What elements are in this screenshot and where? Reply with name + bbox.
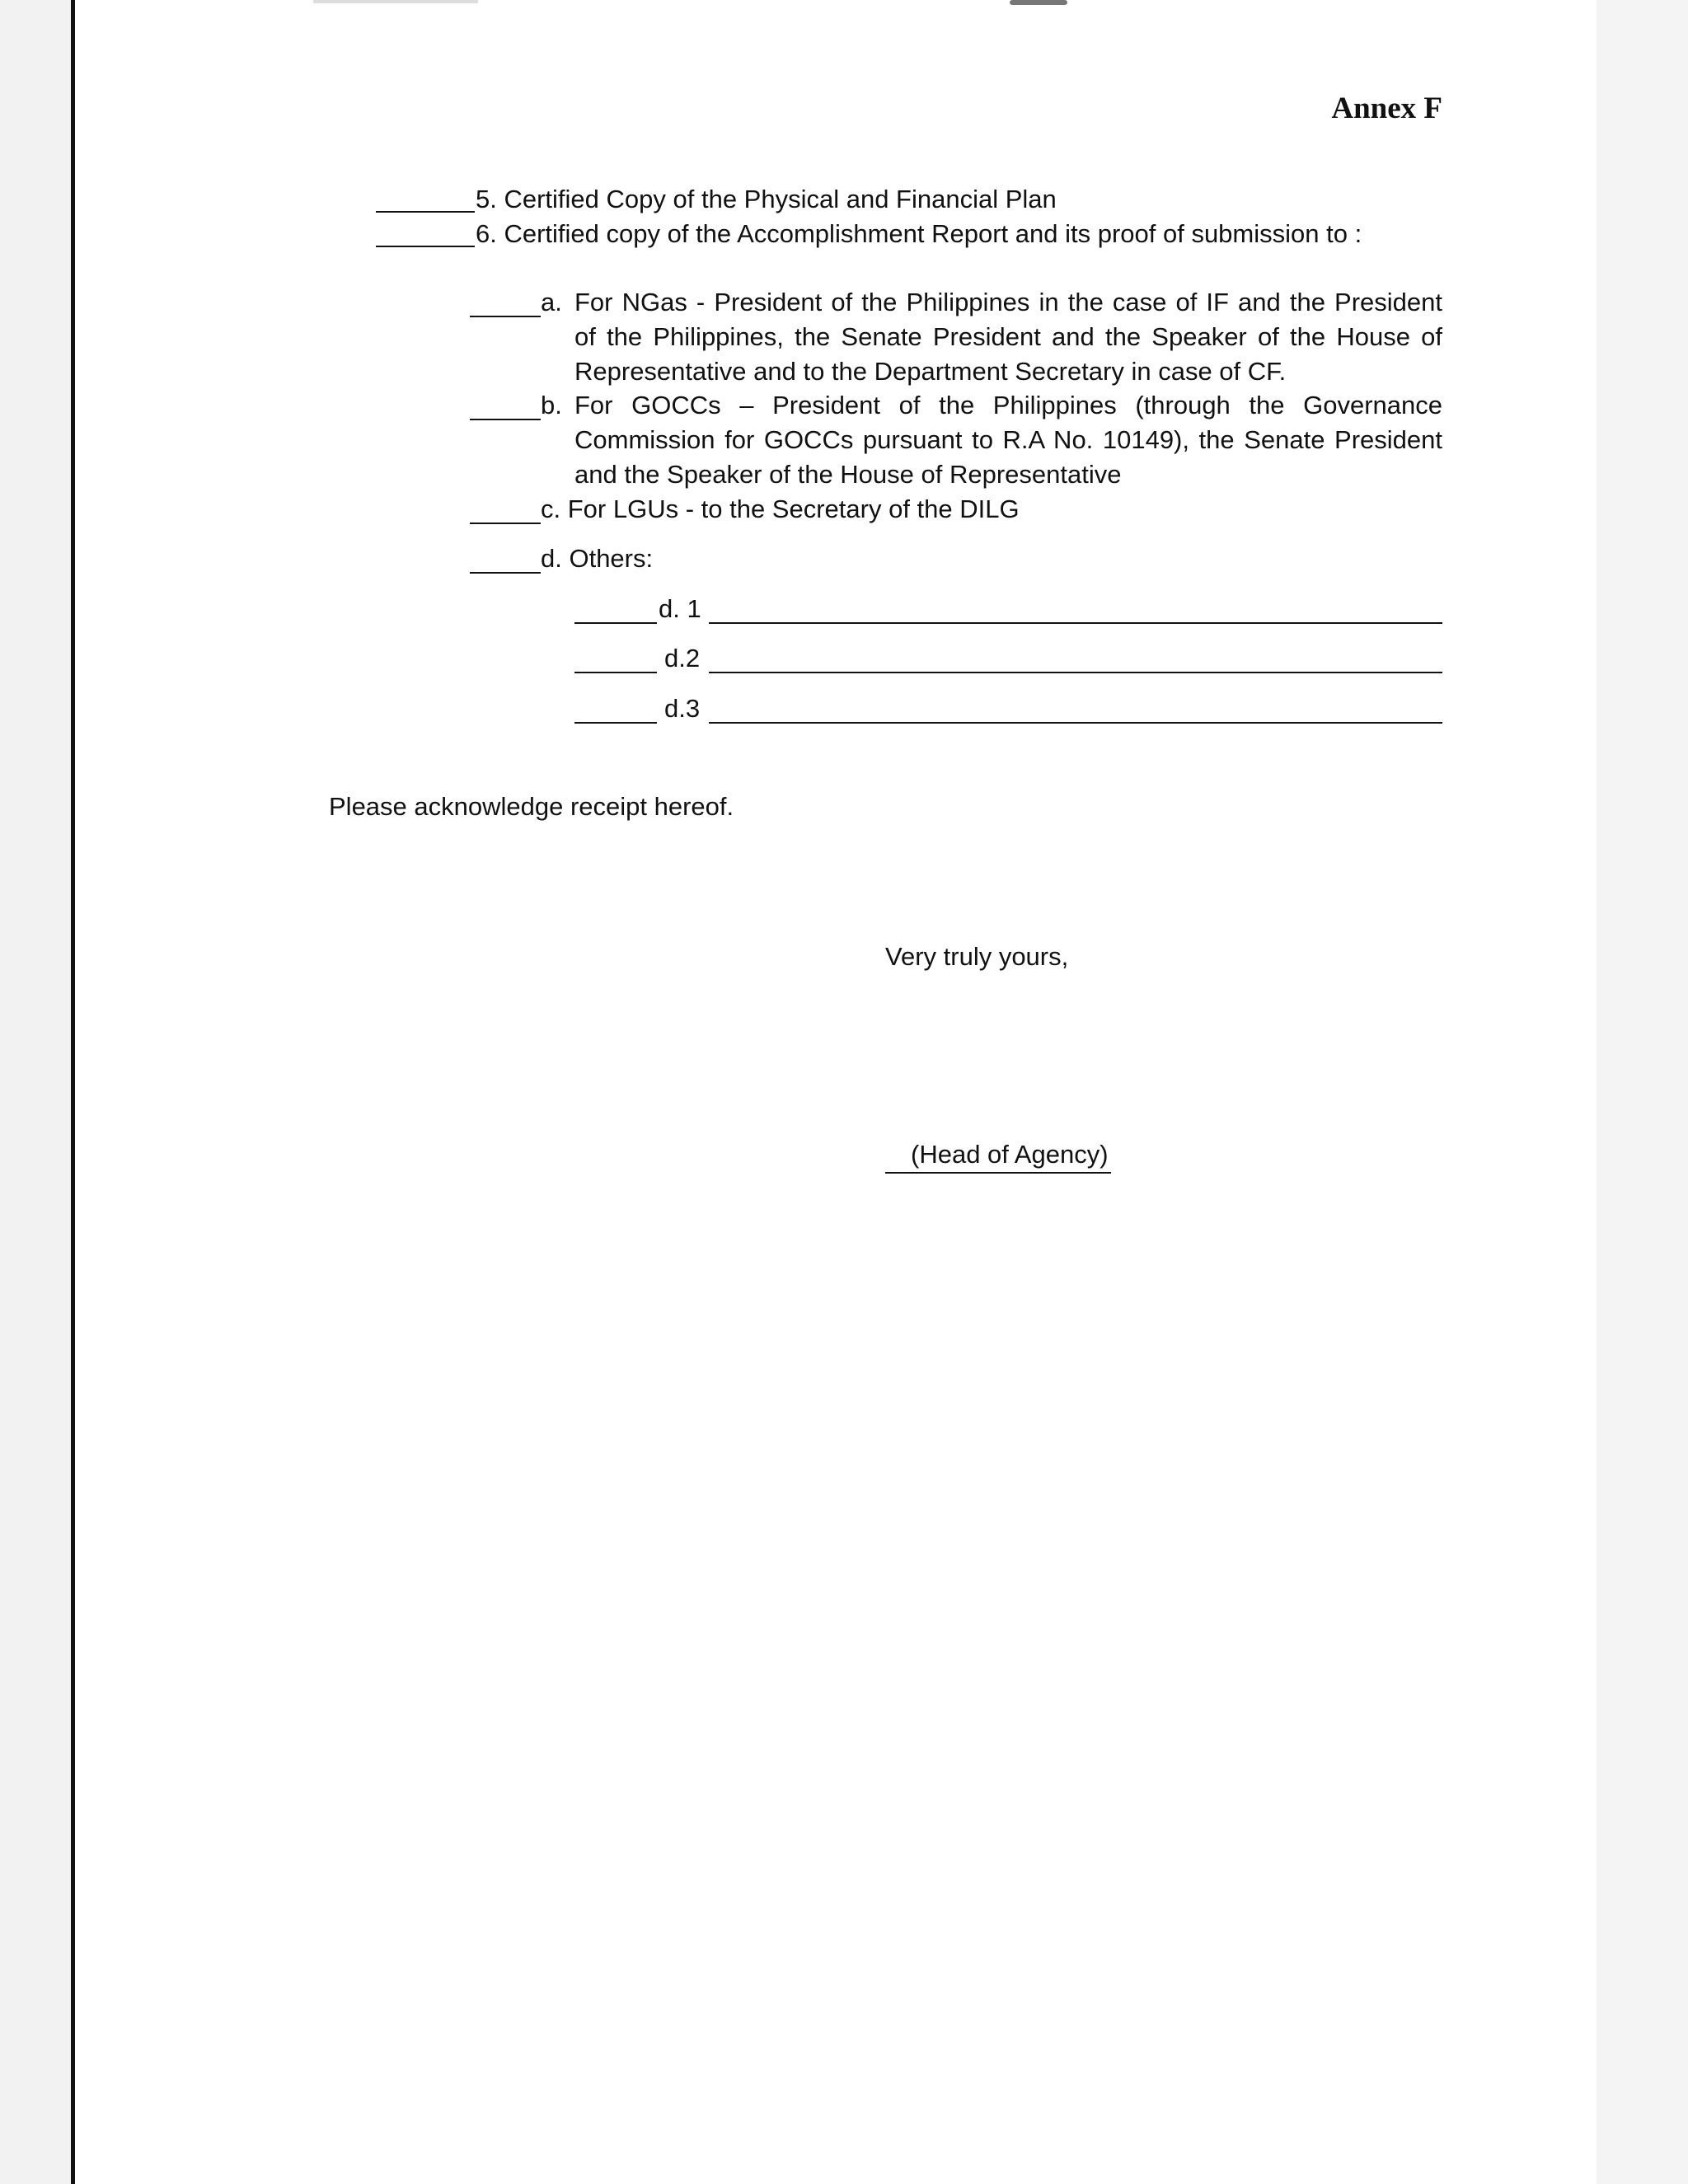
checkbox-blank-c[interactable]	[470, 523, 541, 524]
subitem-b-label: b.	[541, 391, 562, 419]
signature-line[interactable]	[885, 1172, 1111, 1174]
checkbox-blank-d2[interactable]	[574, 672, 657, 673]
subitem-a-line: Representative and to the Department Secretary in case of CF.	[574, 357, 1287, 386]
subitem-a-line: For NGas - President of the Philippines in the case of IF and the President	[574, 288, 1442, 316]
checkbox-blank-b[interactable]	[470, 419, 541, 420]
annex-title: Annex F	[1331, 91, 1442, 125]
scan-right-margin	[1597, 0, 1688, 2184]
subitem-b-line: Commission for GOCCs pursuant to R.A No. 10149), the Senate President	[574, 425, 1442, 454]
subitem-b-text	[574, 388, 1442, 492]
subitem-d3-label: d.3	[664, 694, 701, 723]
fill-line-d3[interactable]	[709, 722, 1442, 724]
checkbox-blank-a[interactable]	[470, 316, 541, 317]
subitem-d-text: d. Others:	[541, 544, 654, 573]
subitem-a-line: of the Philippines, the Senate President and the Speaker of the House of	[574, 322, 1442, 351]
subitem-b-line: For GOCCs – President of the Philippines (through the Governance	[574, 391, 1442, 419]
scan-smudge	[313, 0, 478, 3]
item-6-text: 6. Certified copy of the Accomplishment Report and its proof of submission to :	[476, 219, 1362, 248]
subitem-a-label: a.	[541, 288, 562, 316]
scan-left-edge-line	[71, 0, 75, 2184]
item-5-text: 5. Certified Copy of the Physical and Financial Plan	[476, 185, 1057, 213]
acknowledge-text: Please acknowledge receipt hereof.	[329, 792, 734, 821]
subitem-d2-label: d.2	[664, 644, 701, 673]
fill-line-d1[interactable]	[709, 622, 1442, 624]
subitem-b-line: and the Speaker of the House of Representative	[574, 460, 1122, 489]
checkbox-blank-d[interactable]	[470, 572, 541, 574]
subitem-d1-label: d. 1	[659, 594, 701, 623]
subitem-a-text	[574, 285, 1442, 389]
scan-left-margin	[0, 0, 71, 2184]
checkbox-blank-item6[interactable]	[376, 246, 475, 247]
fill-line-d2[interactable]	[709, 672, 1442, 673]
scan-smudge	[1010, 0, 1067, 5]
signatory-label: (Head of Agency)	[911, 1140, 1109, 1169]
checkbox-blank-d1[interactable]	[574, 622, 657, 624]
subitem-c-text: c. For LGUs - to the Secretary of the DILG	[541, 494, 1020, 523]
checkbox-blank-item5[interactable]	[376, 211, 475, 213]
closing-text: Very truly yours,	[885, 942, 1069, 971]
checkbox-blank-d3[interactable]	[574, 722, 657, 724]
